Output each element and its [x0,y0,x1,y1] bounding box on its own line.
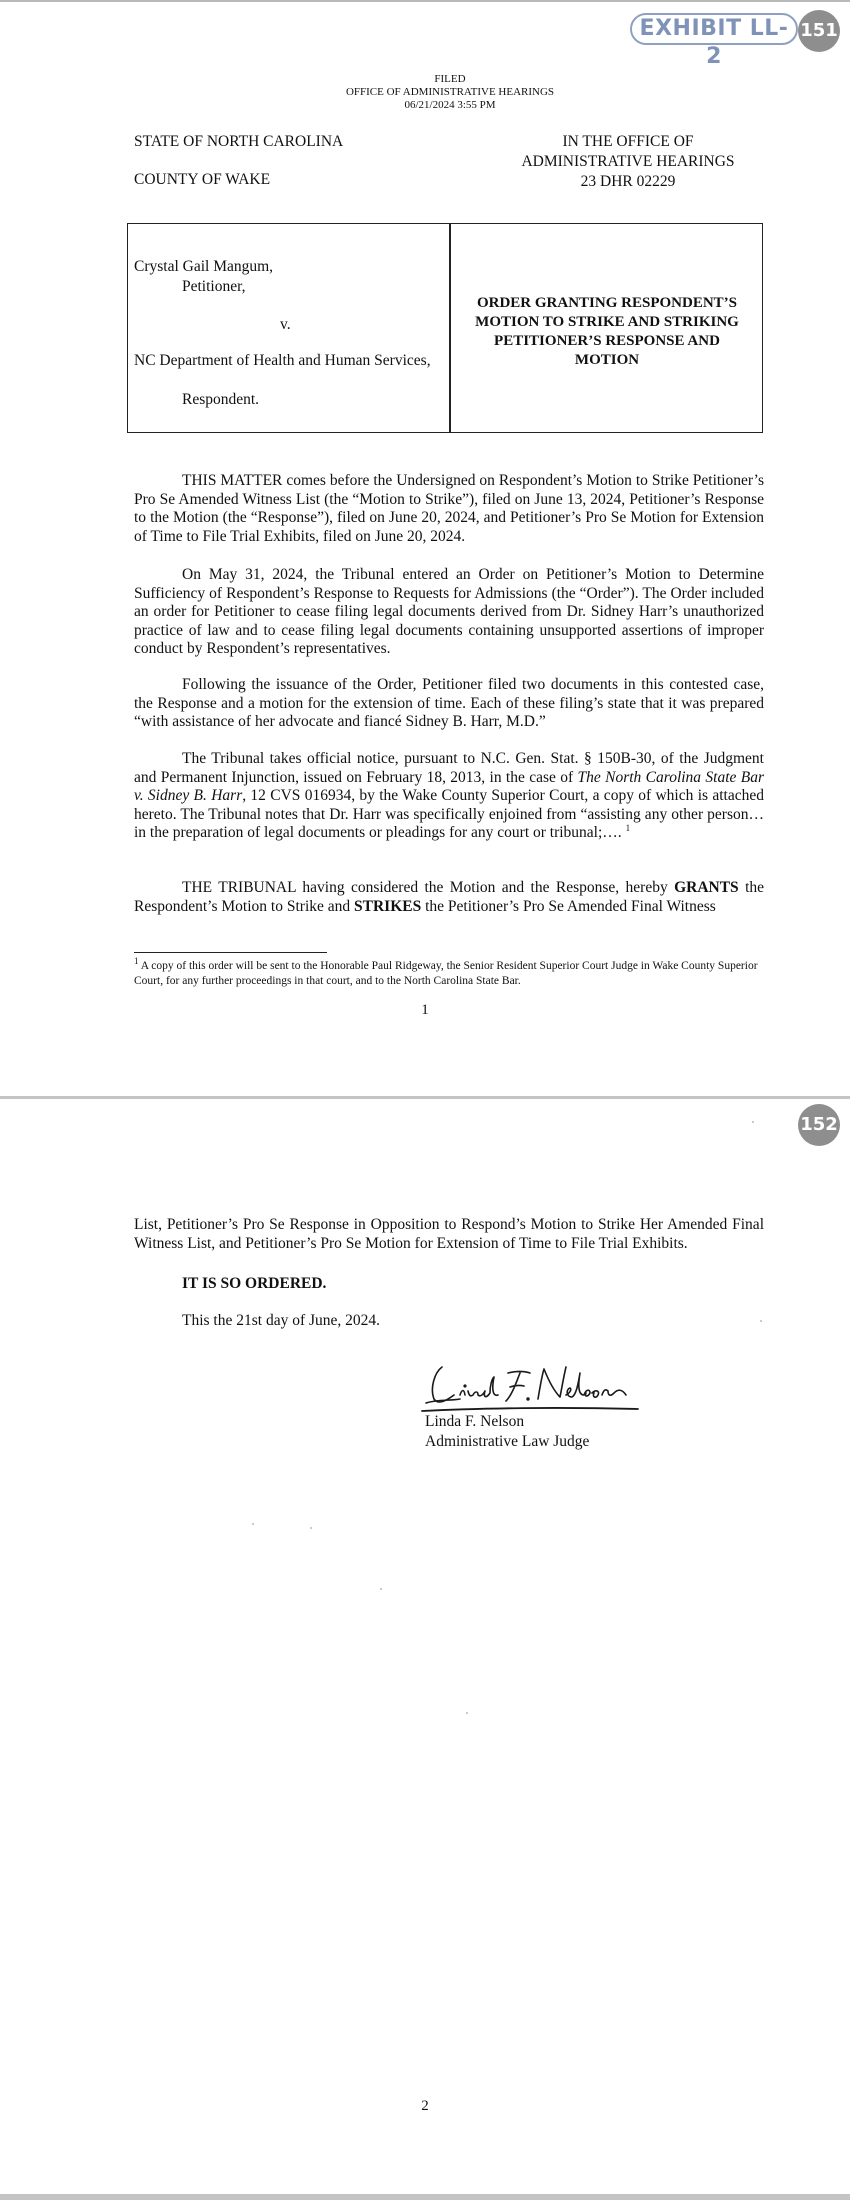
filed-stamp [300,73,600,112]
strikes-word: STRIKES [354,897,422,915]
filed-office: OFFICE OF ADMINISTRATIVE HEARINGS [345,86,555,98]
paragraph-ruling-continued: List, Petitioner’s Pro Se Response in Opposition to Respond’s Motion to Strike Her Amended Final Witness List, and Petitioner’s Pro Se Motion for Extension of Time to File Trial Exhibits. [134,1216,764,1252]
caption-divider [449,224,451,432]
caption-office [478,132,778,192]
bottom-rule [0,2194,850,2200]
paragraph-ruling [134,879,764,916]
judge-signature-block [425,1412,589,1452]
scan-speck [380,1588,382,1590]
page-number-2: 2 [421,2098,429,2114]
scan-speck [310,1527,312,1529]
paragraph-matter: THIS MATTER comes before the Undersigned on Respondent’s Motion to Strike Petitioner’s Pro Se Amended Witness List (the “Motion to Strike”), filed on June 13, 2024, Petitioner’s Response to the Motion (the “Response”), filed on June 20, 2024, and Petitioner’s Pro Se Motion for Extension of Time to File Trial Exhibits, filed on June 20, 2024. [134,472,764,545]
document-page-2 [0,1099,850,2200]
case-number: 23 DHR 02229 [580,173,676,190]
footnote [134,956,764,989]
filed-timestamp: 06/21/2024 3:55 PM [404,99,496,111]
paragraph-filings: Following the issuance of the Order, Petitioner filed two documents in this contested case, the Response and a motion for the extension of time. Each of these filing’s state that it was prepared “with assistance of her advocate and fiancé Sidney B. Harr, M.D.” [134,676,764,730]
paragraph-official-notice [134,750,764,843]
judge-title: Administrative Law Judge [425,1433,590,1450]
footnote-marker: 1 [134,956,139,967]
footnote-reference: 1 [625,822,631,833]
respondent-name: NC Department of Health and Human Services, [134,352,431,369]
grants-word: GRANTS [674,879,739,896]
notice-text-a: The Tribunal takes official notice, pursuant to N.C. Gen. Stat. § 150B-30, of the Judgment and Permanent Injunction, issued on February 18, 2013, in the case of [134,750,764,786]
caption-box [127,223,763,433]
scan-speck [752,1121,754,1123]
ruling-text-a: THE TRIBUNAL having considered the Motion and the Response, hereby [182,879,675,896]
exhibit-label-stamp: EXHIBIT LL-2 [630,13,798,45]
ruling-text-b: the Respondent’s Motion to Strike and [134,879,764,915]
office-line-1: IN THE OFFICE OF [562,133,694,150]
caption-county: COUNTY OF WAKE [134,171,271,188]
date-line: This the 21st day of June, 2024. [182,1312,381,1329]
scan-speck [760,1320,762,1322]
page-number-1: 1 [421,1002,429,1018]
judge-name: Linda F. Nelson [425,1413,525,1430]
page-badge-151: 151 [798,10,840,52]
footnote-text: A copy of this order will be sent to the Honorable Paul Ridgeway, the Senior Resident Superior Court Judge in Wake County Superior Court, for any further proceedings in that court, and to the North Carolina State Bar. [134,960,758,987]
paragraph-prior-order: On May 31, 2024, the Tribunal entered an Order on Petitioner’s Motion to Determine Sufficiency of Respondent’s Response to Requests for Admissions (the “Order”). The Order included an order for Petitioner to cease filing legal documents derived from Dr. Sidney Harr’s unauthorized practice of law and to cease filing legal documents containing unsupported assertions of improper conduct by Respondent’s representatives. [134,566,764,657]
caption-state: STATE OF NORTH CAROLINA [134,133,344,150]
respondent-role: Respondent. [182,391,260,408]
case-citation: The North Carolina State Bar v. Sidney B. Harr [134,768,765,804]
notice-text-b: , 12 CVS 016934, by the Wake County Superior Court, a copy of which is attached hereto. The Tribunal notes that Dr. Harr was specifically enjoined from “assisting any other person…in the preparation of legal documents or pleadings for any court or tribunal;…. [134,787,764,841]
page-badge-152: 152 [798,1104,840,1146]
order-title: ORDER GRANTING RESPONDENT’S MOTION TO STRIKE AND STRIKING PETITIONER’S RESPONSE AND MOTION [475,295,739,368]
versus: v. [280,316,291,333]
ruling-text-c: the Petitioner’s Pro Se Amended Final Witness [421,897,716,915]
scan-speck [252,1523,254,1525]
so-ordered: IT IS SO ORDERED. [182,1275,327,1292]
filed-label: FILED [434,73,466,85]
petitioner-name: Crystal Gail Mangum, [134,258,274,275]
petitioner-role: Petitioner, [182,278,246,295]
scan-speck [466,1712,468,1714]
office-line-2: ADMINISTRATIVE HEARINGS [521,153,735,170]
handwritten-signature [420,1355,640,1413]
footnote-rule [134,952,327,953]
